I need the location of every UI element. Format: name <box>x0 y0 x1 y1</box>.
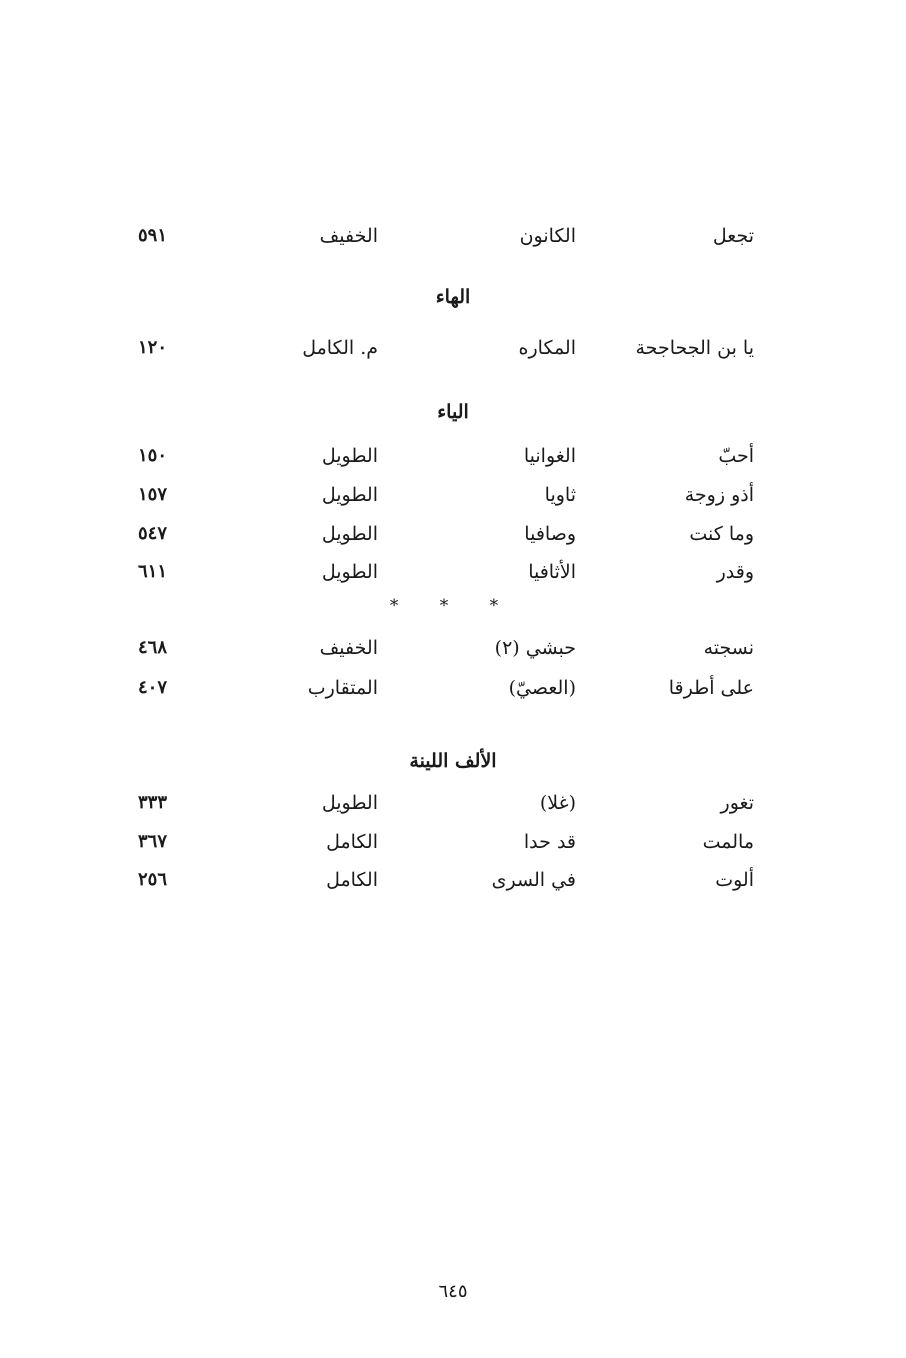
rhyme-word: الغوانيا <box>523 445 576 467</box>
first-word: وقدر <box>716 561 754 583</box>
first-word: أحبّ <box>718 445 754 467</box>
rhyme-word: (العصيّ) <box>508 677 576 699</box>
page-ref: ٦١١ <box>138 561 168 582</box>
first-word: أذو زوجة <box>684 484 754 506</box>
first-word: نسجته <box>703 637 754 659</box>
meter: م. الكامل <box>302 337 378 359</box>
section-heading: الألف اللينة <box>409 750 497 772</box>
rhyme-word: الكانون <box>519 225 576 247</box>
page-ref: ١٢٠ <box>138 337 168 358</box>
section-heading: الياء <box>437 401 469 423</box>
meter: الخفيف <box>319 637 378 659</box>
table-row <box>0 672 906 704</box>
first-word: يا بن الجحاجحة <box>635 337 754 359</box>
meter: الطويل <box>321 445 378 467</box>
first-word: تجعل <box>712 225 754 247</box>
first-word: على أطرقا <box>668 677 754 699</box>
first-word: ألوت <box>715 869 754 891</box>
rhyme-word: في السرى <box>491 869 576 891</box>
table-row <box>0 518 906 550</box>
first-word: وما كنت <box>689 523 754 545</box>
table-row <box>0 220 906 252</box>
meter: الطويل <box>321 792 378 814</box>
table-row <box>0 556 906 588</box>
table-row <box>0 864 906 896</box>
page-ref: ١٥٠ <box>138 445 168 466</box>
meter: الطويل <box>321 484 378 506</box>
page-number: ٦٤٥ <box>438 1281 468 1302</box>
page-ref: ٤٠٧ <box>138 677 168 698</box>
page-ref: ٣٦٧ <box>138 831 168 852</box>
page-ref: ٥٩١ <box>138 225 168 246</box>
table-row <box>0 787 906 819</box>
first-word: مالمت <box>702 831 754 853</box>
meter: الخفيف <box>319 225 378 247</box>
meter: الكامل <box>326 869 378 891</box>
rhyme-word: حبشي (٢) <box>494 637 576 659</box>
table-row <box>0 826 906 858</box>
table-row <box>0 440 906 472</box>
meter: الطويل <box>321 561 378 583</box>
section-heading: الهاء <box>435 286 471 308</box>
rhyme-word: وصافيا <box>524 523 576 545</box>
rhyme-word: قد حدا <box>523 831 576 853</box>
rhyme-word: المكاره <box>518 337 576 359</box>
table-row <box>0 632 906 664</box>
page-ref: ٥٤٧ <box>138 523 168 544</box>
rhyme-word: الأثافيا <box>528 561 576 583</box>
page-ref: ١٥٧ <box>138 484 168 505</box>
table-row <box>0 332 906 364</box>
meter: الطويل <box>321 523 378 545</box>
page-ref: ٤٦٨ <box>138 637 168 658</box>
page-ref: ٢٥٦ <box>138 869 168 890</box>
table-row <box>0 479 906 511</box>
meter: المتقارب <box>307 677 378 699</box>
rhyme-word: ثاويا <box>544 484 576 506</box>
meter: الكامل <box>326 831 378 853</box>
page-ref: ٣٣٣ <box>138 792 168 813</box>
first-word: تغور <box>720 792 754 814</box>
rhyme-word: (غلا) <box>539 792 576 814</box>
section-divider-stars: * * * <box>389 596 517 616</box>
